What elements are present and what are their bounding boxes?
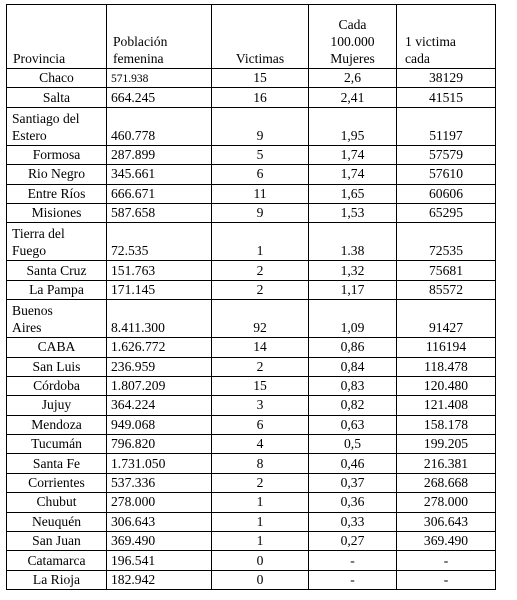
cell-victimas-value: 6 bbox=[256, 416, 264, 432]
cell-poblacion-value: 171.145 bbox=[111, 281, 156, 297]
cell-poblacion-value: 571.938 bbox=[111, 72, 149, 85]
cell-victimas bbox=[212, 88, 309, 107]
cell-una-victima-cada-value: 57610 bbox=[429, 166, 463, 182]
table-row bbox=[7, 338, 496, 357]
cell-victimas-value: 15 bbox=[253, 70, 267, 86]
cell-provincia bbox=[7, 145, 107, 164]
cell-tasa-value: 0,36 bbox=[340, 494, 365, 510]
table-body bbox=[7, 5, 496, 590]
cell-poblacion-value: 666.671 bbox=[111, 185, 156, 201]
cell-tasa bbox=[309, 415, 397, 434]
provincia-name-line: Chubut bbox=[36, 494, 77, 510]
cell-poblacion-value: 664.245 bbox=[111, 89, 156, 105]
cell-tasa bbox=[309, 454, 397, 473]
cell-tasa bbox=[309, 473, 397, 492]
cell-tasa bbox=[309, 280, 397, 299]
cell-victimas bbox=[212, 532, 309, 551]
table-row bbox=[7, 165, 496, 184]
cell-una-victima-cada-value: 120.480 bbox=[423, 378, 469, 394]
cell-una-victima-cada bbox=[397, 223, 496, 261]
cell-tasa-value: 0,33 bbox=[340, 513, 365, 529]
cell-tasa bbox=[309, 145, 397, 164]
provincia-name-line: Buenos bbox=[12, 303, 53, 319]
table-row bbox=[7, 454, 496, 473]
cell-victimas-value: 15 bbox=[253, 378, 267, 394]
cell-tasa bbox=[309, 88, 397, 107]
cell-una-victima-cada-value: 158.178 bbox=[423, 416, 469, 432]
cell-una-victima-cada-value: - bbox=[443, 572, 449, 587]
cell-tasa-value: 0,5 bbox=[344, 436, 361, 452]
cell-una-victima-cada bbox=[397, 435, 496, 454]
cell-una-victima-cada-value: 369.490 bbox=[423, 533, 469, 549]
provincia-name-line: Aires bbox=[12, 320, 42, 336]
cell-poblacion-value: 287.899 bbox=[111, 146, 156, 162]
provincia-name-line: Mendoza bbox=[31, 416, 82, 432]
header-cada-line-2: cada bbox=[405, 51, 430, 66]
cell-poblacion bbox=[107, 184, 212, 203]
cell-poblacion-value: 949.068 bbox=[111, 416, 156, 432]
table-row bbox=[7, 280, 496, 299]
cell-una-victima-cada bbox=[397, 376, 496, 395]
cell-poblacion bbox=[107, 223, 212, 261]
cell-una-victima-cada bbox=[397, 184, 496, 203]
cell-poblacion-value: 796.820 bbox=[111, 436, 156, 452]
header-cada bbox=[397, 5, 496, 69]
cell-victimas bbox=[212, 396, 309, 415]
cell-poblacion-value: 369.490 bbox=[111, 533, 156, 549]
provincia-name-line: Entre Ríos bbox=[27, 185, 86, 201]
cell-tasa bbox=[309, 184, 397, 203]
table-header-row bbox=[7, 5, 496, 69]
cell-tasa-value: 1,53 bbox=[340, 205, 365, 221]
provincia-name-line: Salta bbox=[42, 89, 71, 105]
cell-victimas-value: 8 bbox=[256, 455, 264, 471]
header-victimas-text: Victimas bbox=[235, 51, 285, 66]
cell-provincia bbox=[7, 223, 107, 261]
cell-poblacion bbox=[107, 145, 212, 164]
cell-tasa bbox=[309, 396, 397, 415]
cell-una-victima-cada-value: 60606 bbox=[429, 185, 463, 201]
table-row bbox=[7, 203, 496, 222]
provincia-name-line: San Juan bbox=[32, 533, 81, 549]
cell-provincia bbox=[7, 396, 107, 415]
cell-tasa-value: 1.38 bbox=[340, 243, 365, 259]
cell-una-victima-cada-value: 116194 bbox=[425, 339, 467, 355]
cell-una-victima-cada bbox=[397, 473, 496, 492]
cell-una-victima-cada-value: 121.408 bbox=[423, 397, 469, 413]
cell-poblacion-value: 8.411.300 bbox=[111, 320, 165, 336]
cell-una-victima-cada-value: - bbox=[443, 552, 449, 568]
provincia-name-line: Fuego bbox=[12, 243, 46, 259]
cell-tasa-value: 0,63 bbox=[340, 416, 365, 432]
cell-tasa-value: 0,27 bbox=[340, 533, 365, 549]
header-provincia bbox=[7, 5, 107, 69]
cell-provincia bbox=[7, 203, 107, 222]
cell-una-victima-cada bbox=[397, 512, 496, 531]
table-row bbox=[7, 493, 496, 512]
header-tasa bbox=[309, 5, 397, 69]
cell-victimas bbox=[212, 280, 309, 299]
cell-victimas-value: 2 bbox=[256, 358, 264, 374]
cell-una-victima-cada bbox=[397, 107, 496, 145]
cell-tasa bbox=[309, 261, 397, 280]
header-cada-line-1: 1 victima bbox=[405, 34, 456, 49]
table-row bbox=[7, 415, 496, 434]
header-tasa-line-3: Mujeres bbox=[330, 51, 375, 66]
cell-victimas bbox=[212, 551, 309, 570]
cell-victimas bbox=[212, 165, 309, 184]
cell-tasa-value: 1,74 bbox=[340, 166, 365, 182]
cell-victimas bbox=[212, 223, 309, 261]
cell-victimas-value: 2 bbox=[256, 475, 264, 491]
cell-una-victima-cada bbox=[397, 69, 496, 88]
provincia-name-line: CABA bbox=[37, 339, 76, 355]
cell-poblacion bbox=[107, 357, 212, 376]
table-row bbox=[7, 261, 496, 280]
cell-poblacion bbox=[107, 570, 212, 589]
cell-tasa bbox=[309, 300, 397, 338]
cell-tasa bbox=[309, 493, 397, 512]
cell-victimas-value: 16 bbox=[253, 89, 267, 105]
cell-poblacion bbox=[107, 261, 212, 280]
cell-tasa bbox=[309, 203, 397, 222]
header-tasa-line-1: Cada bbox=[338, 17, 367, 32]
table-row bbox=[7, 435, 496, 454]
cell-poblacion-value: 587.658 bbox=[111, 205, 156, 221]
cell-provincia bbox=[7, 184, 107, 203]
provincia-name-line: Jujuy bbox=[41, 397, 72, 413]
cell-una-victima-cada-value: 118.478 bbox=[424, 358, 468, 374]
cell-tasa bbox=[309, 532, 397, 551]
cell-provincia bbox=[7, 261, 107, 280]
table-row bbox=[7, 396, 496, 415]
cell-victimas-value: 4 bbox=[256, 436, 264, 452]
cell-victimas-value: 2 bbox=[256, 262, 264, 278]
provincia-name-line: Tierra del bbox=[12, 226, 65, 242]
cell-victimas bbox=[212, 145, 309, 164]
cell-poblacion-value: 460.778 bbox=[111, 127, 156, 143]
cell-una-victima-cada-value: 65295 bbox=[429, 205, 463, 221]
cell-una-victima-cada-value: 38129 bbox=[429, 70, 463, 86]
cell-victimas-value: 1 bbox=[256, 533, 264, 549]
table-row bbox=[7, 300, 496, 338]
cell-victimas bbox=[212, 184, 309, 203]
cell-provincia bbox=[7, 69, 107, 88]
cell-una-victima-cada bbox=[397, 300, 496, 338]
cell-una-victima-cada bbox=[397, 454, 496, 473]
cell-victimas-value: 5 bbox=[256, 146, 264, 162]
cell-provincia bbox=[7, 532, 107, 551]
cell-provincia bbox=[7, 376, 107, 395]
cell-provincia bbox=[7, 454, 107, 473]
cell-victimas bbox=[212, 570, 309, 589]
provincia-name-line: Neuquén bbox=[31, 513, 82, 529]
cell-victimas-value: 6 bbox=[256, 166, 264, 182]
cell-una-victima-cada bbox=[397, 415, 496, 434]
cell-poblacion bbox=[107, 435, 212, 454]
cell-provincia bbox=[7, 551, 107, 570]
cell-una-victima-cada bbox=[397, 551, 496, 570]
cell-victimas-value: 3 bbox=[256, 397, 264, 413]
provincia-name-line: San Luis bbox=[32, 358, 81, 374]
cell-tasa-value: 0,46 bbox=[340, 455, 365, 471]
cell-una-victima-cada bbox=[397, 261, 496, 280]
cell-una-victima-cada-value: 57579 bbox=[429, 146, 463, 162]
cell-tasa-value: 1,65 bbox=[340, 185, 365, 201]
cell-victimas bbox=[212, 107, 309, 145]
cell-una-victima-cada bbox=[397, 280, 496, 299]
provincia-name-line: Formosa bbox=[32, 146, 81, 162]
cell-una-victima-cada-value: 278.000 bbox=[423, 494, 469, 510]
cell-victimas bbox=[212, 376, 309, 395]
provincia-name-line: Santa Cruz bbox=[26, 262, 87, 278]
cell-victimas-value: 9 bbox=[256, 127, 264, 143]
cell-poblacion bbox=[107, 551, 212, 570]
cell-una-victima-cada bbox=[397, 88, 496, 107]
cell-victimas bbox=[212, 454, 309, 473]
cell-tasa-value: - bbox=[350, 572, 355, 587]
cell-victimas bbox=[212, 435, 309, 454]
header-poblacion-line-1: Población bbox=[113, 34, 168, 49]
cell-una-victima-cada-value: 216.381 bbox=[423, 455, 469, 471]
cell-victimas bbox=[212, 473, 309, 492]
cell-una-victima-cada-value: 268.668 bbox=[423, 475, 469, 491]
cell-poblacion bbox=[107, 280, 212, 299]
cell-tasa bbox=[309, 107, 397, 145]
cell-poblacion-value: 151.763 bbox=[111, 262, 156, 278]
provincia-name-line: Corrientes bbox=[28, 475, 85, 491]
table-row bbox=[7, 69, 496, 88]
provincia-name-line: Tucumán bbox=[31, 436, 82, 452]
cell-tasa-value: 0,82 bbox=[340, 397, 365, 413]
cell-poblacion bbox=[107, 512, 212, 531]
provincia-name-line: La Rioja bbox=[32, 572, 81, 587]
cell-provincia bbox=[7, 280, 107, 299]
cell-poblacion bbox=[107, 69, 212, 88]
cell-una-victima-cada bbox=[397, 532, 496, 551]
cell-victimas-value: 11 bbox=[253, 185, 267, 201]
cell-victimas-value: 0 bbox=[256, 552, 264, 568]
cell-una-victima-cada bbox=[397, 396, 496, 415]
cell-tasa bbox=[309, 376, 397, 395]
cell-provincia bbox=[7, 435, 107, 454]
cell-tasa bbox=[309, 165, 397, 184]
cell-tasa-value: - bbox=[350, 552, 355, 568]
provincia-name-line: Rio Negro bbox=[27, 166, 85, 182]
cell-tasa-value: 0,37 bbox=[340, 475, 365, 491]
cell-poblacion-value: 1.807.209 bbox=[111, 378, 166, 394]
provincia-name-line: Estero bbox=[12, 127, 47, 143]
header-tasa-line-2: 100.000 bbox=[330, 34, 375, 49]
cell-poblacion bbox=[107, 454, 212, 473]
cell-tasa-value: 1,09 bbox=[340, 320, 365, 336]
cell-poblacion bbox=[107, 415, 212, 434]
cell-provincia bbox=[7, 107, 107, 145]
cell-victimas-value: 1 bbox=[256, 513, 264, 529]
cell-provincia bbox=[7, 88, 107, 107]
cell-tasa-value: 1,74 bbox=[340, 146, 365, 162]
cell-una-victima-cada-value: 72535 bbox=[429, 243, 463, 259]
provincia-name-line: Córdoba bbox=[33, 378, 80, 394]
cell-una-victima-cada-value: 91427 bbox=[429, 320, 463, 336]
table-row bbox=[7, 223, 496, 261]
cell-victimas-value: 92 bbox=[253, 320, 267, 336]
table-row bbox=[7, 570, 496, 589]
cell-provincia bbox=[7, 512, 107, 531]
cell-tasa-value: 1,95 bbox=[340, 127, 365, 143]
cell-victimas bbox=[212, 357, 309, 376]
cell-provincia bbox=[7, 473, 107, 492]
cell-provincia bbox=[7, 570, 107, 589]
table-row bbox=[7, 532, 496, 551]
cell-poblacion bbox=[107, 532, 212, 551]
cell-poblacion bbox=[107, 165, 212, 184]
cell-tasa bbox=[309, 512, 397, 531]
cell-provincia bbox=[7, 493, 107, 512]
cell-poblacion-value: 537.336 bbox=[111, 475, 156, 491]
cell-tasa bbox=[309, 570, 397, 589]
cell-una-victima-cada bbox=[397, 203, 496, 222]
cell-poblacion-value: 236.959 bbox=[111, 358, 156, 374]
cell-una-victima-cada-value: 75681 bbox=[429, 262, 463, 278]
cell-tasa-value: 1,32 bbox=[340, 262, 365, 278]
cell-poblacion bbox=[107, 493, 212, 512]
cell-tasa-value: 0,84 bbox=[340, 358, 365, 374]
table-row bbox=[7, 473, 496, 492]
provincia-name-line: Chaco bbox=[39, 70, 74, 86]
cell-victimas-value: 1 bbox=[256, 494, 264, 510]
cell-poblacion bbox=[107, 203, 212, 222]
header-poblacion-line-2: femenina bbox=[113, 51, 164, 66]
provincia-name-line: Santa Fe bbox=[32, 455, 81, 471]
cell-una-victima-cada bbox=[397, 493, 496, 512]
cell-provincia bbox=[7, 165, 107, 184]
cell-poblacion-value: 196.541 bbox=[111, 552, 156, 568]
cell-victimas-value: 9 bbox=[256, 205, 264, 221]
cell-una-victima-cada bbox=[397, 338, 496, 357]
cell-tasa-value: 2,6 bbox=[344, 70, 361, 86]
cell-una-victima-cada bbox=[397, 357, 496, 376]
cell-una-victima-cada-value: 41515 bbox=[429, 89, 463, 105]
cell-provincia bbox=[7, 300, 107, 338]
cell-victimas-value: 2 bbox=[256, 281, 264, 297]
provincia-name-line: Santiago del bbox=[12, 110, 80, 126]
cell-tasa-value: 2,41 bbox=[340, 89, 365, 105]
cell-tasa bbox=[309, 69, 397, 88]
cell-tasa bbox=[309, 551, 397, 570]
cell-tasa bbox=[309, 223, 397, 261]
provincia-name-line: Catamarca bbox=[27, 552, 86, 568]
cell-victimas bbox=[212, 69, 309, 88]
cell-poblacion bbox=[107, 338, 212, 357]
table-row bbox=[7, 145, 496, 164]
cell-una-victima-cada-value: 85572 bbox=[429, 281, 463, 297]
cell-poblacion bbox=[107, 376, 212, 395]
cell-poblacion-value: 345.661 bbox=[111, 166, 156, 182]
cell-victimas bbox=[212, 338, 309, 357]
header-poblacion bbox=[107, 5, 212, 69]
cell-poblacion-value: 278.000 bbox=[111, 494, 156, 510]
cell-provincia bbox=[7, 338, 107, 357]
header-victimas bbox=[212, 5, 309, 69]
cell-provincia bbox=[7, 415, 107, 434]
header-provincia-text: Provincia bbox=[13, 51, 66, 66]
cell-tasa bbox=[309, 357, 397, 376]
cell-provincia bbox=[7, 357, 107, 376]
table-row bbox=[7, 512, 496, 531]
cell-tasa-value: 1,17 bbox=[340, 281, 365, 297]
cell-una-victima-cada bbox=[397, 145, 496, 164]
cell-victimas-value: 14 bbox=[253, 339, 267, 355]
cell-tasa-value: 0,86 bbox=[340, 339, 365, 355]
cell-victimas-value: 0 bbox=[256, 572, 264, 587]
cell-poblacion bbox=[107, 396, 212, 415]
cell-tasa-value: 0,83 bbox=[340, 378, 365, 394]
cell-una-victima-cada-value: 306.643 bbox=[423, 513, 469, 529]
cell-una-victima-cada bbox=[397, 570, 496, 589]
cell-victimas bbox=[212, 203, 309, 222]
table-row bbox=[7, 551, 496, 570]
cell-una-victima-cada-value: 51197 bbox=[429, 127, 463, 143]
cell-poblacion bbox=[107, 88, 212, 107]
table-row bbox=[7, 357, 496, 376]
cell-victimas bbox=[212, 512, 309, 531]
cell-victimas-value: 1 bbox=[256, 243, 264, 259]
cell-poblacion-value: 182.942 bbox=[111, 572, 156, 587]
cell-poblacion-value: 1.731.050 bbox=[111, 455, 166, 471]
table-row bbox=[7, 107, 496, 145]
cell-victimas bbox=[212, 415, 309, 434]
cell-poblacion-value: 306.643 bbox=[111, 513, 156, 529]
cell-poblacion-value: 364.224 bbox=[111, 397, 156, 413]
cell-poblacion bbox=[107, 300, 212, 338]
cell-poblacion-value: 1.626.772 bbox=[111, 339, 166, 355]
cell-poblacion bbox=[107, 473, 212, 492]
table-row bbox=[7, 88, 496, 107]
cell-poblacion bbox=[107, 107, 212, 145]
provincia-name-line: La Pampa bbox=[29, 281, 84, 297]
femicide-rate-table bbox=[6, 4, 496, 590]
cell-una-victima-cada-value: 199.205 bbox=[423, 436, 469, 452]
cell-tasa bbox=[309, 338, 397, 357]
table-row bbox=[7, 376, 496, 395]
cell-victimas bbox=[212, 261, 309, 280]
provincia-name-line: Misiones bbox=[31, 205, 82, 221]
cell-una-victima-cada bbox=[397, 165, 496, 184]
cell-victimas bbox=[212, 300, 309, 338]
cell-poblacion-value: 72.535 bbox=[111, 243, 149, 259]
cell-tasa bbox=[309, 435, 397, 454]
cell-victimas bbox=[212, 493, 309, 512]
table-row bbox=[7, 184, 496, 203]
